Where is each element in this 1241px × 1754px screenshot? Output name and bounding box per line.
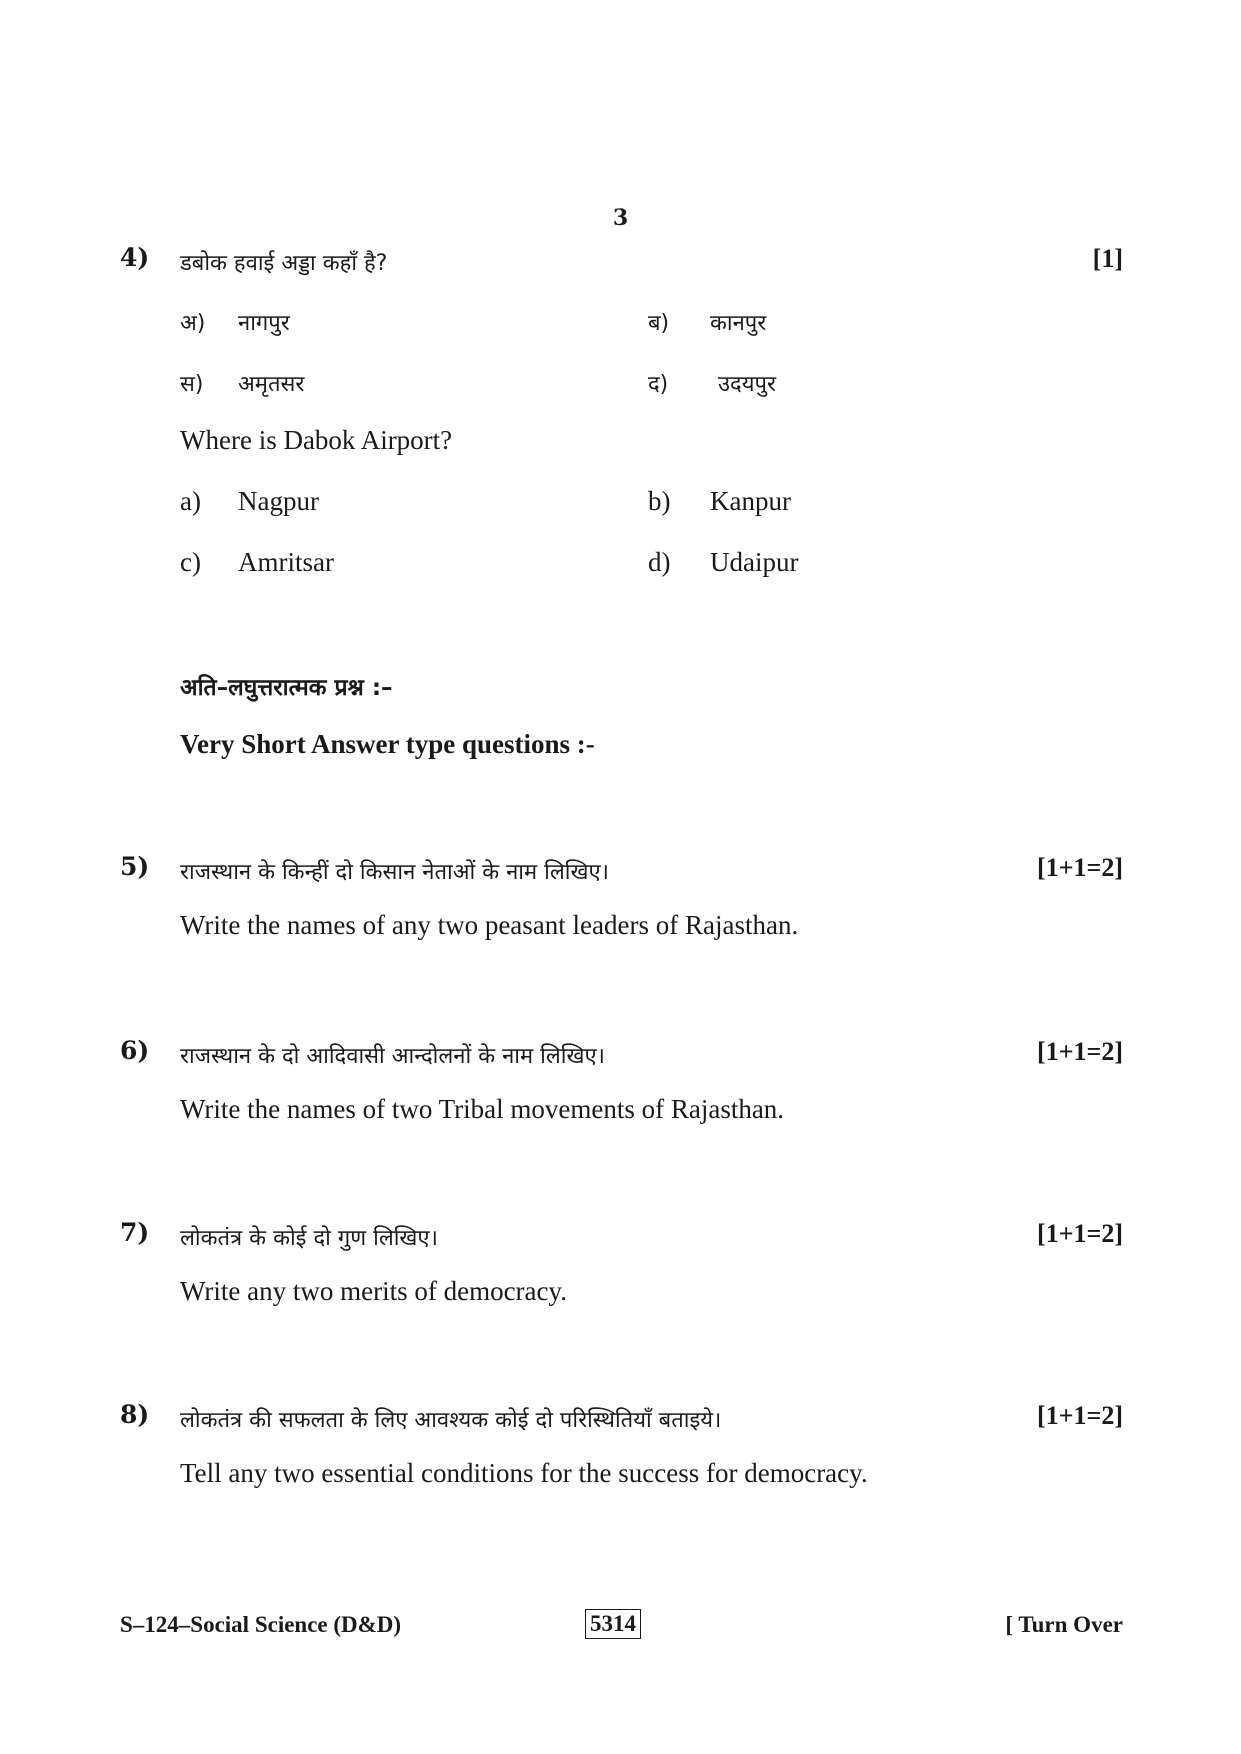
option-text: Udaipur [710,547,799,577]
option-text: Amritsar [238,547,334,577]
option-text: Kanpur [710,486,791,516]
question-number: 8) [120,1400,150,1429]
question-english-text: Where is Dabok Airport? [180,425,453,455]
option-label: a) [180,486,201,516]
question-english-text: Write any two merits of democracy. [180,1276,568,1306]
footer-code-box: 5314 [585,1609,641,1639]
footer-paper-code: S–124–Social Science (D&D) [120,1612,402,1637]
question-marks: [1] [1092,244,1123,273]
footer-turn-over: [ Turn Over [1005,1612,1123,1637]
question-english-text: Write the names of two Tribal movements of Rajasthan. [180,1094,785,1124]
option-text: नागपुर [238,311,290,336]
option-label: ब) [648,311,670,336]
option-text: कानपुर [710,311,767,336]
option-text: अमृतसर [238,372,305,397]
option-text: Nagpur [238,486,319,516]
option-label: अ) [180,311,206,336]
question-hindi-text: लोकतंत्र के कोई दो गुण लिखिए। [180,1226,438,1251]
question-marks: [1+1=2] [1037,1037,1123,1066]
option-text: उदयपुर [718,372,776,397]
question-hindi-text: डबोक हवाई अड्डा कहाँ है? [180,251,388,276]
question-number: 7) [120,1218,150,1247]
option-label: d) [648,547,671,577]
question-hindi-text: राजस्थान के किन्हीं दो किसान नेताओं के नाम लिखिए। [180,860,609,885]
section-heading-hindi: अति–लघुत्तरात्मक प्रश्न :– [180,675,393,701]
question-number: 6) [120,1036,150,1065]
option-label: स) [180,372,204,397]
option-label: द) [648,372,669,397]
question-hindi-text: लोकतंत्र की सफलता के लिए आवश्यक कोई दो परिस्थितियाँ बताइये। [180,1408,722,1433]
question-marks: [1+1=2] [1037,853,1123,882]
question-number: 4) [120,243,150,272]
question-marks: [1+1=2] [1037,1401,1123,1430]
option-label: b) [648,486,671,516]
option-label: c) [180,547,201,577]
section-heading-english: Very Short Answer type questions :- [180,729,595,759]
question-hindi-text: राजस्थान के दो आदिवासी आन्दोलनों के नाम लिखिए। [180,1044,605,1069]
page-number: 3 [612,205,629,231]
question-english-text: Tell any two essential conditions for the success for democracy. [180,1458,868,1488]
question-number: 5) [120,852,150,881]
question-marks: [1+1=2] [1037,1219,1123,1248]
question-english-text: Write the names of any two peasant leaders of Rajasthan. [180,910,799,940]
